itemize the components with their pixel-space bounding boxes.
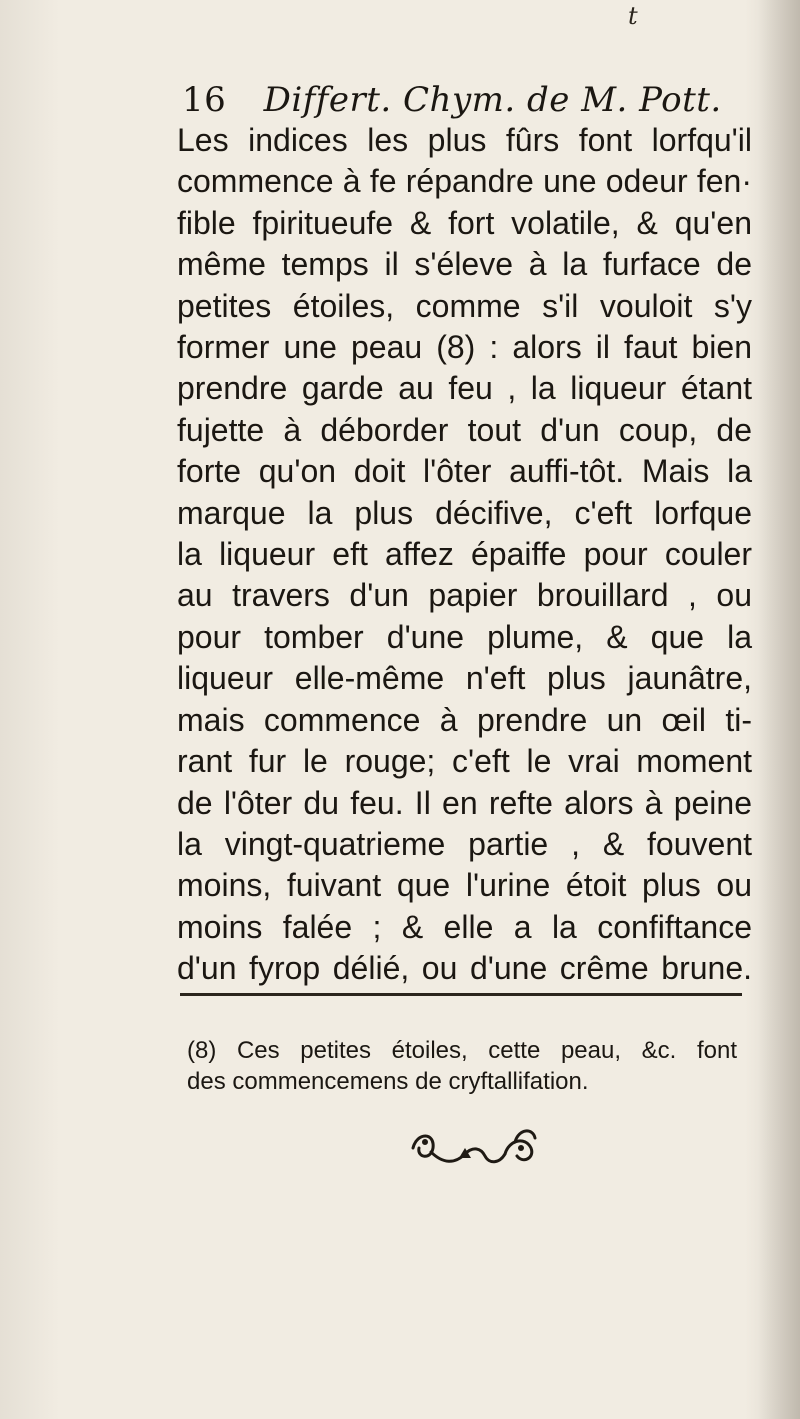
footnote (187, 1035, 737, 1097)
running-title: Differt. Chym. de M. Pott. (263, 80, 722, 120)
body-line: petites étoiles, comme s'il vouloit s'y (177, 287, 752, 324)
gutter-shadow (758, 0, 800, 1419)
body-line: pour tomber d'une plume, & que la (177, 618, 752, 655)
body-line: commence à fe répandre une odeur fen· (177, 163, 752, 200)
body-line: au travers d'un papier brouillard , ou (177, 577, 752, 614)
body-line: fujette à déborder tout d'un coup, de (177, 411, 752, 448)
body-line: même temps il s'éleve à la furface de (177, 246, 752, 283)
footnote-rule (180, 993, 742, 996)
body-line: la liqueur eft affez épaiffe pour couler (177, 536, 752, 573)
running-head (182, 80, 722, 120)
body-line: liqueur elle-même n'eft plus jaunâtre, (177, 660, 752, 697)
footnote-line: des commencemens de cryftallifation. (187, 1068, 589, 1095)
body-line: la vingt-quatrieme partie , & fouvent (177, 825, 752, 862)
body-line: d'un fyrop délié, ou d'une crême brune. (177, 950, 752, 987)
top-mark: t (628, 2, 638, 30)
body-line: moins falée ; & elle a la confiftance (177, 908, 752, 945)
body-line: mais commence à prendre un œil ti- (177, 701, 752, 738)
body-line: moins, fuivant que l'urine étoit plus ou (177, 867, 752, 904)
page-number: 16 (182, 80, 227, 120)
body-paragraph (177, 120, 752, 990)
body-line: former une peau (8) : alors il faut bien (177, 329, 752, 366)
body-line: de l'ôter du feu. Il en refte alors à peine (177, 784, 752, 821)
body-line: Les indices les plus fûrs font lorfqu'il (177, 122, 752, 158)
tailpiece-flourish-icon (403, 1118, 543, 1178)
body-line: marque la plus décifive, c'eft lorfque (177, 494, 752, 531)
body-line: forte qu'on doit l'ôter auffi-tôt. Mais la (177, 453, 752, 490)
body-line: rant fur le rouge; c'eft le vrai moment (177, 743, 752, 780)
body-line: fible fpiritueufe & fort volatile, & qu'en (177, 204, 752, 241)
footnote-line: (8) Ces petites étoiles, cette peau, &c. font (187, 1037, 737, 1064)
body-line: prendre garde au feu , la liqueur étant (177, 370, 752, 407)
